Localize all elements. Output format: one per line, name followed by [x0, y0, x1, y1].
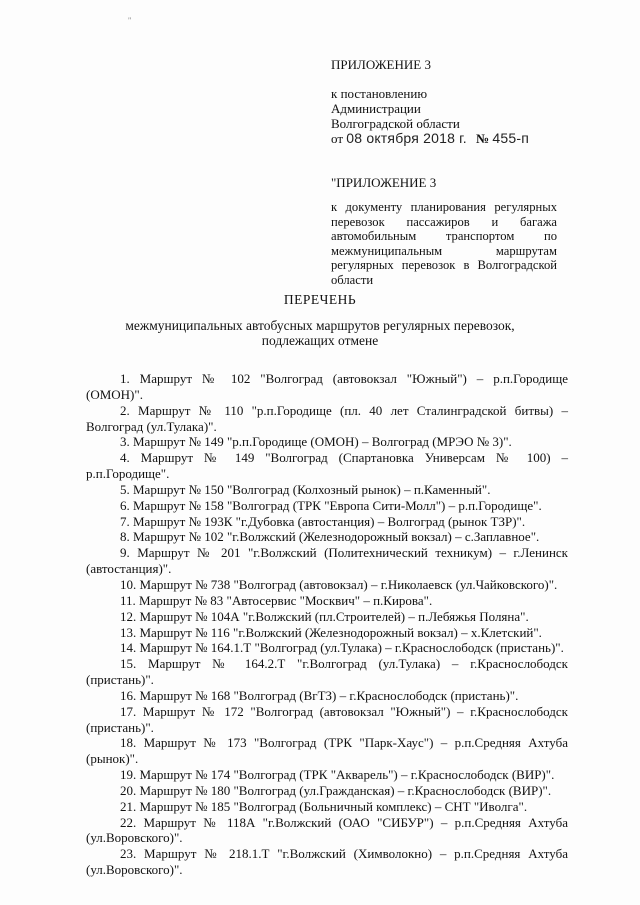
list-item: 17. Маршрут № 172 "Волгоград (автовокзал "Южный") – г.Краснослободск (пристань)".: [86, 703, 568, 735]
appendix2-title: "ПРИЛОЖЕНИЕ 3: [331, 175, 437, 190]
list-item: 11. Маршрут № 83 "Автосервис "Москвич" – п.Кирова".: [120, 592, 433, 608]
appendix-header: [331, 57, 556, 131]
document-title: ПЕРЕЧЕНЬ: [283, 292, 357, 307]
appendix-line-1: к постановлению: [331, 86, 428, 101]
subtitle-line-1: межмуниципальных автобусных маршрутов регулярных перевозок,: [125, 318, 515, 333]
decree-number: 455-п: [492, 130, 530, 146]
list-item: 15. Маршрут № 164.2.Т "г.Волгоград (ул.Тулака) – г.Краснослободск (пристань)".: [86, 656, 568, 688]
list-item: 18. Маршрут № 173 "Волгоград (ТРК "Парк-Хаус") – р.п.Средняя Ахтуба (рынок)".: [86, 735, 568, 767]
appendix-line-2: Администрации: [331, 101, 421, 116]
list-item: 2. Маршрут № 110 "р.п.Городище (пл. 40 лет Сталинградской битвы) – Волгоград (ул.Тулака)".: [86, 402, 568, 434]
appendix2-description: к документу планирования регулярных перевозок пассажиров и багажа автомобильным транспортом по межмуниципальным маршрутам регулярных перевозок в Волгоградской области: [331, 200, 557, 287]
appendix2-header: [331, 175, 557, 288]
list-item: 6. Маршрут № 158 "Волгоград (ТРК "Европа Сити-Молл") – р.п.Городище".: [120, 497, 542, 513]
list-item: 19. Маршрут № 174 "Волгоград (ТРК "Акварель") – г.Краснослободск (ВИР)".: [120, 767, 555, 783]
page-mark: ": [128, 16, 132, 25]
routes-list: [86, 371, 568, 878]
appendix-line-3: Волгоградской области: [331, 116, 460, 131]
list-item: 23. Маршрут № 218.1.Т "г.Волжский (Химволокно) – р.п.Средняя Ахтуба (ул.Воровского)".: [86, 846, 568, 878]
list-item: 5. Маршрут № 150 "Волгоград (Колхозный рынок) – п.Каменный".: [120, 481, 491, 497]
document-subtitle: [0, 318, 640, 348]
list-item: 7. Маршрут № 193К "г.Дубовка (автостанция) – Волгоград (рынок ТЗР)".: [120, 513, 526, 529]
list-item: 10. Маршрут № 738 "Волгоград (автовокзал) – г.Николаевск (ул.Чайковского)".: [120, 576, 558, 592]
list-item: 22. Маршрут № 118А "г.Волжский (ОАО "СИБУР") – р.п.Средняя Ахтуба (ул.Воровского)".: [86, 814, 568, 846]
decree-number-sign: №: [476, 131, 490, 146]
list-item: 12. Маршрут № 104А "г.Волжский (пл.Строителей) – п.Лебяжья Поляна".: [120, 608, 529, 624]
list-item: 20. Маршрут № 180 "Волгоград (ул.Гражданская) – г.Краснослободск (ВИР)".: [120, 782, 552, 798]
list-item: 16. Маршрут № 168 "Волгоград (ВгТЗ) – г.Краснослободск (пристань)".: [120, 687, 519, 703]
list-item: 1. Маршрут № 102 "Волгоград (автовокзал "Южный") – р.п.Городище (ОМОН)".: [86, 371, 568, 402]
list-item: 3. Маршрут № 149 "р.п.Городище (ОМОН) – Волгоград (МРЭО № 3)".: [120, 434, 512, 450]
subtitle-line-2: подлежащих отмене: [261, 333, 379, 348]
list-item: 9. Маршрут № 201 "г.Волжский (Политехнический техникум) – г.Ленинск (автостанция)".: [86, 545, 568, 577]
list-item: 14. Маршрут № 164.1.Т "Волгоград (ул.Тулака) – г.Краснослободск (пристань)".: [120, 640, 564, 656]
appendix-title: ПРИЛОЖЕНИЕ 3: [331, 57, 431, 72]
list-item: 21. Маршрут № 185 "Волгоград (Больничный комплекс) – СНТ "Иволга".: [120, 798, 528, 814]
list-item: 4. Маршрут № 149 "Волгоград (Спартановка Универсам № 100) – р.п.Городище".: [86, 450, 568, 482]
decree-date: 08 октября 2018 г.: [346, 130, 467, 146]
decree-date-number: [331, 130, 571, 147]
list-item: 8. Маршрут № 102 "г.Волжский (Железнодорожный вокзал) – с.Заплавное".: [120, 529, 540, 545]
decree-from: от: [331, 131, 344, 146]
list-item: 13. Маршрут № 116 "г.Волжский (Железнодорожный вокзал) – х.Клетский".: [120, 624, 542, 640]
